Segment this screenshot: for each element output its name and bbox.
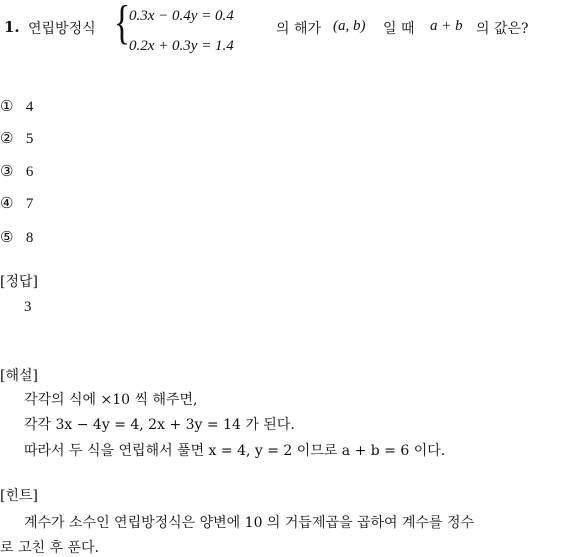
question-text-c: 의 값은? — [476, 21, 529, 37]
option-5[interactable] — [0, 228, 33, 247]
option-marker: ② — [0, 129, 14, 147]
question-text-a: 의 해가 — [276, 21, 322, 37]
hint-label: [힌트] — [0, 488, 38, 504]
option-value: 5 — [25, 131, 34, 147]
option-value: 4 — [25, 99, 34, 115]
explanation-line-2: 각각 3x − 4y = 4, 2x + 3y = 14 가 된다. — [24, 417, 295, 433]
option-marker: ⑤ — [0, 228, 14, 246]
option-value: 6 — [25, 164, 34, 180]
option-value: 8 — [25, 230, 34, 246]
explanation-line-1: 각각의 식에 ×10 씩 해주면, — [24, 392, 198, 408]
option-marker: ① — [0, 97, 14, 115]
explanation-label: [해설] — [0, 368, 38, 384]
option-2[interactable] — [0, 129, 33, 148]
system-brace: { — [114, 0, 131, 49]
option-marker: ④ — [0, 194, 14, 212]
question-number: 1. — [4, 18, 20, 36]
question-text-b: 일 때 — [383, 21, 415, 37]
target-expression: a + b — [430, 18, 463, 34]
equation-2: 0.2x + 0.3y = 1.4 — [129, 38, 234, 54]
option-3[interactable] — [0, 162, 33, 181]
equation-1: 0.3x − 0.4y = 0.4 — [129, 8, 234, 24]
hint-line-2: 로 고친 후 푼다. — [0, 540, 99, 556]
option-value: 7 — [25, 196, 34, 212]
explanation-line-3: 따라서 두 식을 연립해서 풀면 x = 4, y = 2 이므로 a + b = 6 이다. — [24, 443, 446, 459]
solution-pair: (a, b) — [333, 18, 366, 34]
option-1[interactable] — [0, 97, 33, 116]
option-marker: ③ — [0, 162, 14, 180]
question-prefix: 연립방정식 — [28, 21, 96, 37]
answer-value: 3 — [24, 299, 32, 315]
answer-label: [정답] — [0, 274, 38, 290]
option-4[interactable] — [0, 194, 33, 213]
hint-line-1: 계수가 소수인 연립방정식은 양변에 10 의 거듭제곱을 곱하여 계수를 정수 — [24, 515, 475, 531]
